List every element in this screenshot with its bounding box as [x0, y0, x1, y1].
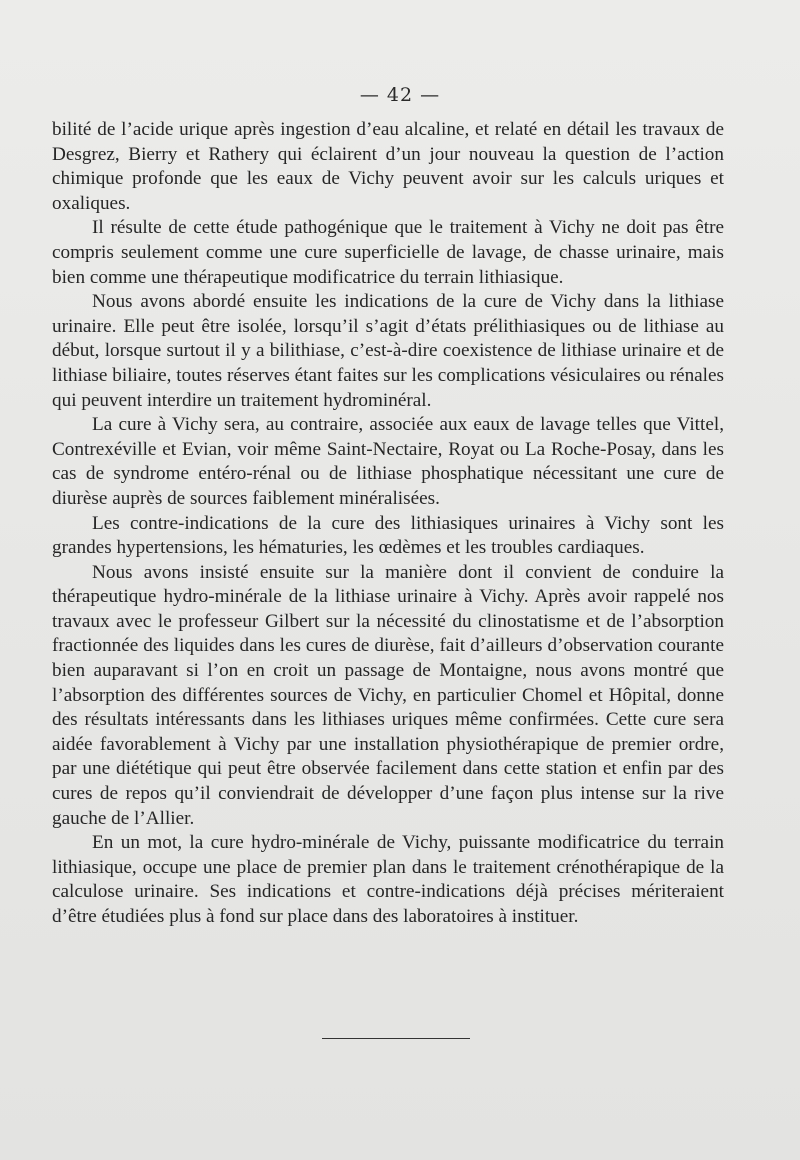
page-number: — 42 —: [359, 84, 441, 106]
paragraph: bilité de l’acide urique après ingestion d’eau alcaline, et relaté en détail les travaux de Desgrez, Bierry et Rathery qui éclairent d’un jour nouveau la question de l’action chimique profonde que les eaux de Vichy peuvent avoir sur les calculs uriques et oxaliques.: [52, 119, 724, 214]
paragraph: Nous avons abordé ensuite les indications de la cure de Vichy dans la lithiase urinaire. Elle peut être isolée, lorsqu’il s’agit d’états prélithiasiques ou de lithiase au début, lorsque surtout il y a bilithiase, c’est-à-dire coexistence de lithiase urinaire et de lithiase biliaire, toutes réserves étant faites sur les complications vésiculaires ou rénales qui peuvent interdire un traitement hydrominéral.: [52, 291, 724, 411]
paragraph: La cure à Vichy sera, au contraire, associée aux eaux de lavage telles que Vittel, Contrexéville et Evian, voir même Saint-Nectaire, Royat ou La Roche-Posay, dans les cas de syndrome entéro-rénal ou de lithiase phosphatique nécessitant une cure de diurèse auprès de sources faiblement minéralisées.: [52, 414, 724, 509]
paragraph: Il résulte de cette étude pathogénique que le traitement à Vichy ne doit pas être compris seulement comme une cure superficielle de lavage, de chasse urinaire, mais bien comme une thérapeutique modificatrice du terrain lithiasique.: [52, 217, 724, 288]
paragraph: Les contre-indications de la cure des lithiasiques urinaires à Vichy sont les grandes hypertensions, les hématuries, les œdèmes et les troubles cardiaques.: [52, 512, 724, 559]
body-text: [52, 118, 724, 930]
paragraph: Nous avons insisté ensuite sur la manière dont il convient de conduire la thérapeutique hydro-minérale de la lithiase urinaire à Vichy. Après avoir rappelé nos travaux avec le professeur Gilbert sur la nécessité du clinostatisme et de l’absorption fractionnée des liquides dans les cures de diurèse, fait d’ailleurs d’observation courante bien auparavant si l’on en croit un passage de Montaigne, nous avons montré que l’absorption des différentes sources de Vichy, en particulier Chomel et Hôpital, donne des résultats intéressants dans les lithiases uriques même confirmées. Cette cure sera aidée favorablement à Vichy par une installation physiothérapique de premier ordre, par une diététique qui peut être observée facilement dans cette station et enfin par des cures de repos qu’il conviendrait de développer d’une façon plus intense sur la rive gauche de l’Allier.: [52, 561, 724, 829]
paragraph: En un mot, la cure hydro-minérale de Vichy, puissante modificatrice du terrain lithiasique, occupe une place de premier plan dans le traitement crénothérapique de la calculose urinaire. Ses indications et contre-indications déjà précises mériteraient d’être étudiées plus à fond sur place dans des laboratoires à instituer.: [52, 832, 724, 927]
closing-rule: [322, 1038, 470, 1039]
